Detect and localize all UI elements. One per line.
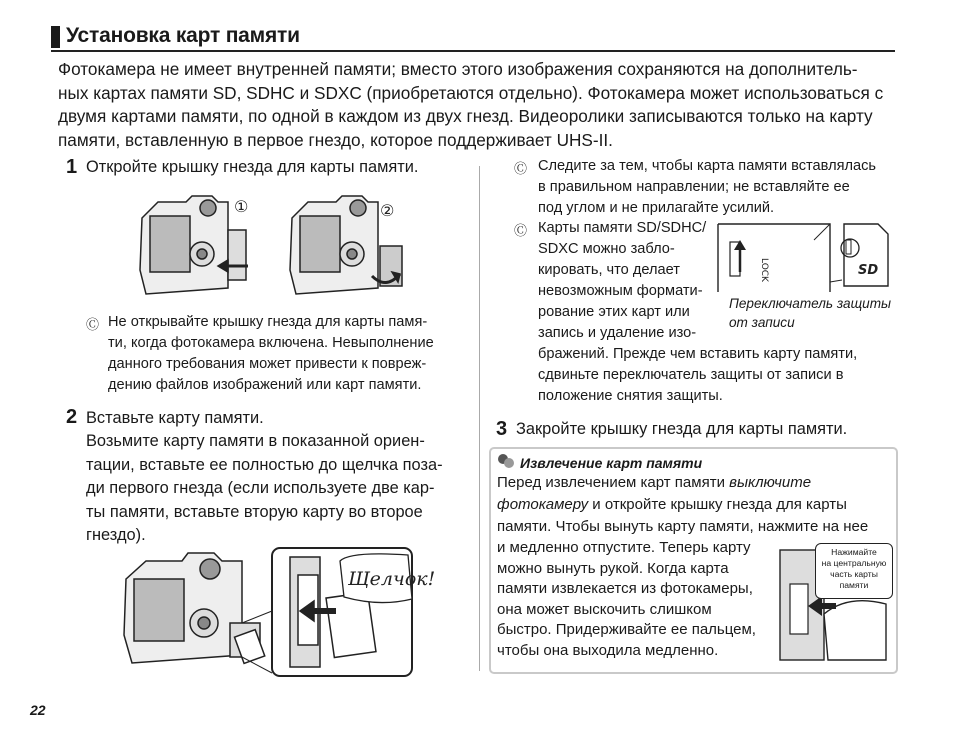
column-divider bbox=[479, 166, 480, 671]
title-underline bbox=[51, 50, 895, 52]
note-line: SDXC можно забло- bbox=[538, 241, 675, 257]
note-line: Не открывайте крышку гнезда для карты памя- bbox=[108, 314, 428, 330]
note-line: ти, когда фотокамера включена. Невыполнение bbox=[108, 335, 434, 351]
note-line: данного требования может привести к повреж- bbox=[108, 356, 427, 372]
intro-line: памяти, вставленную в первое гнездо, которое поддерживает UHS-II. bbox=[58, 129, 613, 150]
finger bbox=[824, 601, 886, 660]
intro-paragraph bbox=[58, 58, 896, 152]
fig-label-1: ① bbox=[234, 197, 249, 216]
intro-line: ных картах памяти SD, SDHC и SDXC (приобретаются отдельно). Фотокамера может использоваться с bbox=[58, 82, 884, 103]
note-line: Следите за тем, чтобы карта памяти вставлялась bbox=[538, 158, 877, 174]
step2-body bbox=[86, 430, 443, 548]
note-line: дению файлов изображений или карт памяти. bbox=[108, 377, 422, 393]
step3-number: 3 bbox=[496, 418, 508, 440]
info-line: быстро. Придерживайте ее пальцем, bbox=[497, 621, 756, 638]
intro-line: двумя картами памяти, по одной в каждом из двух гнезд. Видеоролики записываются только на карту bbox=[58, 106, 873, 126]
step3-heading: Закройте крышку гнезда для карты памяти. bbox=[516, 420, 848, 438]
info-emphasis: выключите bbox=[729, 474, 812, 491]
sd-card-illustration bbox=[718, 220, 894, 292]
note-line: рование этих карт или bbox=[538, 304, 690, 320]
body-line: гнездо). bbox=[86, 526, 146, 544]
callout-line: Нажимайте bbox=[831, 547, 877, 557]
note-line: кировать, что делает bbox=[538, 262, 680, 278]
callout-line: часть карты bbox=[830, 569, 878, 579]
step1-number: 1 bbox=[66, 156, 78, 178]
info-line-1 bbox=[497, 472, 811, 494]
info-text: и откройте крышку гнезда для карты bbox=[588, 496, 847, 513]
note-line: сдвиньте переключатель защиты от записи в bbox=[538, 367, 844, 383]
step2-heading: Вставьте карту памяти. bbox=[86, 409, 264, 427]
note-line: запись и удаление изо- bbox=[538, 325, 697, 341]
lock-caption-line: от записи bbox=[729, 315, 795, 330]
note-line: Карты памяти SD/SDHC/ bbox=[538, 220, 707, 236]
info-narrow-text bbox=[497, 538, 756, 661]
page-number: 22 bbox=[30, 702, 46, 718]
note-line: невозможным формати- bbox=[538, 283, 703, 299]
note-line: под углом и не прилагайте усилий. bbox=[538, 200, 775, 216]
info-line: чтобы она выходила медленно. bbox=[497, 641, 719, 659]
camera-figure-1 bbox=[140, 196, 248, 294]
body-line: ты памяти, вставьте вторую карту во второе bbox=[86, 502, 423, 521]
info-emphasis: фотокамеру bbox=[497, 496, 589, 513]
caution-icon: Ⓒ bbox=[514, 161, 528, 176]
body-line: Возьмите карту памяти в показанной ориен- bbox=[86, 432, 425, 450]
click-label: Щелчок! bbox=[348, 568, 436, 590]
fig-label-2: ② bbox=[380, 201, 395, 220]
info-line: можно вынуть рукой. Когда карта bbox=[497, 559, 729, 577]
info-line: и медленно отпустите. Теперь карту bbox=[497, 539, 751, 556]
camera-figure-3 bbox=[124, 553, 265, 663]
info-line: памяти извлекается из фотокамеры, bbox=[497, 580, 753, 597]
sd-logo: SD bbox=[858, 263, 879, 278]
intro-line: Фотокамера не имеет внутренней памяти; вместо этого изображения сохраняются на дополнитель- bbox=[58, 59, 858, 79]
step2-illustration bbox=[118, 545, 436, 680]
note-line: положение снятия защиты. bbox=[538, 388, 723, 404]
step1-illustration bbox=[136, 190, 408, 302]
title-marker bbox=[51, 26, 60, 48]
body-line: ди первого гнезда (если используете две кар- bbox=[86, 479, 435, 497]
caution-icon: Ⓒ bbox=[86, 317, 100, 332]
info-text: Перед извлечением карт памяти bbox=[497, 474, 730, 491]
caution-icon: Ⓒ bbox=[514, 223, 528, 238]
note-line: бражений. Прежде чем вставить карту памяти, bbox=[538, 346, 858, 362]
step2-number: 2 bbox=[66, 406, 78, 428]
lock-label: LOCK bbox=[759, 258, 769, 282]
body-line: тации, вставьте ее полностью до щелчка поза- bbox=[86, 455, 443, 474]
info-line: она может выскочить слишком bbox=[497, 600, 712, 618]
hint-icon bbox=[497, 453, 517, 469]
lock-caption-line: Переключатель защиты bbox=[729, 296, 892, 311]
info-line-3: памяти. Чтобы вынуть карту памяти, нажмите на нее bbox=[497, 518, 869, 535]
info-line-2 bbox=[497, 494, 847, 516]
info-box-title: Извлечение карт памяти bbox=[520, 455, 703, 471]
note-line: в правильном направлении; не вставляйте ее bbox=[538, 179, 850, 195]
callout-text bbox=[815, 547, 893, 591]
callout-line: на центральную bbox=[821, 558, 887, 568]
callout-line: памяти bbox=[839, 580, 869, 590]
step1-heading: Откройте крышку гнезда для карты памяти. bbox=[86, 158, 419, 176]
section-title: Установка карт памяти bbox=[66, 24, 300, 47]
